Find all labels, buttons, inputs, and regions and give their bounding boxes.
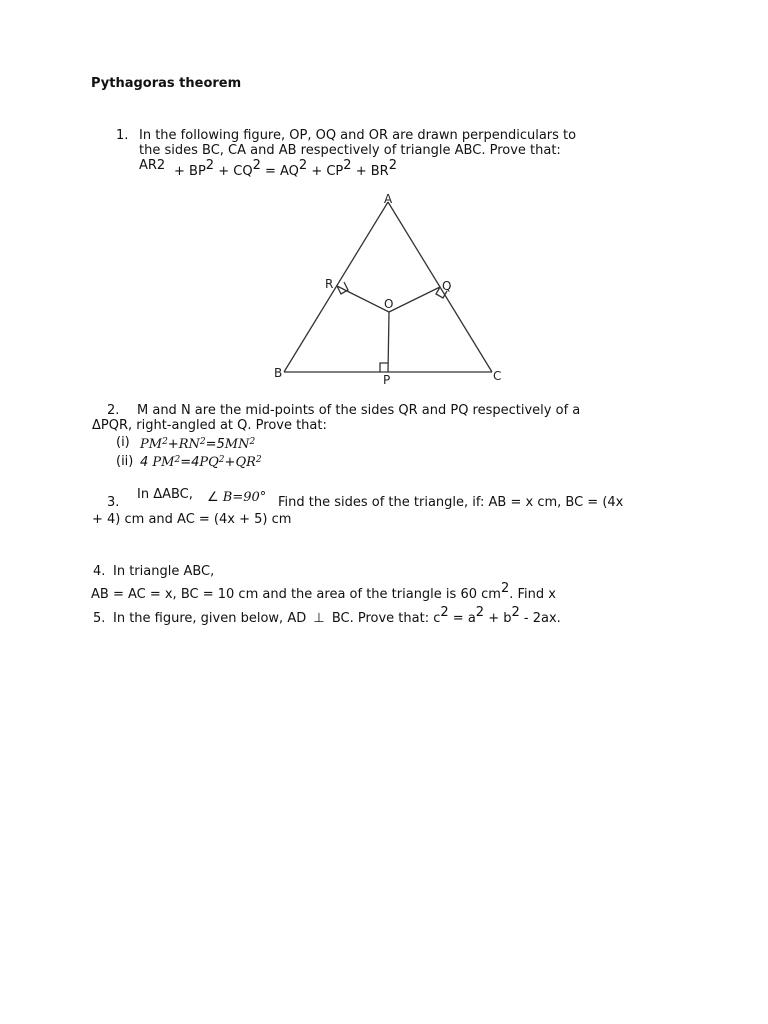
exponent: 2: [475, 605, 485, 620]
question-intro: In ΔABC,: [137, 487, 193, 502]
exponent: 2: [343, 158, 352, 173]
equation-term: = a: [452, 611, 476, 626]
equation-term: B=90: [222, 490, 260, 505]
degree-symbol: °: [259, 490, 267, 505]
exponent: 2: [252, 158, 261, 173]
question-text-line: ΔPQR, right-angled at Q. Prove that:: [92, 418, 327, 433]
exponent: 2: [500, 581, 510, 596]
question-text: AB = AC = x, BC = 10 cm and the area of the triangle is 60 cm: [91, 587, 501, 602]
question-text: BC. Prove that: c: [331, 611, 441, 626]
segment-oq: [389, 287, 440, 312]
equation-ar2: AR2: [139, 158, 166, 173]
label-c: C: [493, 369, 502, 383]
exponent: 2: [174, 455, 181, 465]
question-number: 5.: [93, 611, 106, 626]
question-number: 2.: [107, 403, 120, 418]
question-text-line: [91, 581, 556, 602]
equation-term: + CQ: [218, 164, 253, 179]
question-text-line: M and N are the mid-points of the sides QR and PQ respectively of a: [137, 403, 581, 418]
question-text-line: the sides BC, CA and AB respectively of triangle ABC. Prove that:: [139, 143, 561, 158]
exponent: 2: [298, 158, 308, 173]
equation-i: [140, 437, 255, 452]
part-label: (ii): [116, 454, 134, 469]
equation-term: 4: [140, 455, 149, 470]
label-a: A: [384, 192, 393, 206]
label-b: B: [274, 366, 283, 380]
question-number: 3.: [107, 495, 120, 510]
exponent: 2: [205, 158, 215, 173]
question-number: 1.: [116, 128, 129, 143]
exponent: 2: [162, 437, 168, 447]
exponent: 2: [255, 455, 262, 465]
question-number: 4.: [93, 564, 106, 579]
question-text-line: [113, 605, 561, 626]
question-text-line: In triangle ABC,: [113, 564, 215, 579]
part-label: (i): [116, 435, 130, 450]
question-text-line: + 4) cm and AC = (4x + 5) cm: [92, 512, 292, 527]
equation: [174, 158, 397, 179]
perpendicular-symbol: ⊥: [313, 611, 325, 626]
angle-expression: [207, 490, 266, 505]
equation-term: + BP: [174, 164, 206, 179]
angle-symbol: ∠: [207, 490, 219, 505]
right-angle-p: [380, 363, 388, 372]
question-text-line: Find the sides of the triangle, if: AB = x cm, BC = (4x: [278, 495, 624, 510]
exponent: 2: [440, 605, 449, 620]
question-text-line: In the following figure, OP, OQ and OR are drawn perpendiculars to: [139, 128, 577, 143]
question-text: In the figure, given below, AD: [113, 611, 307, 626]
equation-term: PM: [152, 455, 175, 470]
equation-term: +: [167, 437, 179, 452]
exponent: 2: [218, 455, 225, 465]
triangle-figure: [270, 190, 510, 390]
label-p: P: [383, 373, 391, 387]
label-q: Q: [442, 279, 452, 293]
segment-or: [337, 286, 389, 312]
side-ab: [284, 202, 388, 372]
label-o: O: [384, 297, 394, 311]
label-r: R: [325, 277, 334, 291]
equation-ii: [140, 455, 262, 470]
equation-term: QR: [235, 455, 256, 470]
exponent: 2: [511, 605, 520, 620]
equation-term: + CP: [311, 164, 344, 179]
question-text: . Find x: [509, 587, 556, 602]
equation-term: PM: [140, 437, 163, 452]
equation-term: +: [224, 455, 236, 470]
segment-op: [388, 312, 389, 372]
equation-term: MN: [224, 437, 250, 452]
page-title: Pythagoras theorem: [91, 76, 242, 91]
exponent: 2: [199, 437, 206, 447]
exponent: 2: [388, 158, 397, 173]
equation-term: = AQ: [264, 164, 299, 179]
exponent: 2: [249, 437, 256, 447]
equation-term: =4: [180, 455, 200, 470]
equation-term: PQ: [199, 455, 219, 470]
equation-term: + BR: [355, 164, 389, 179]
equation-term: =5: [205, 437, 225, 452]
equation-term: RN: [178, 437, 200, 452]
equation-term: - 2ax.: [523, 611, 561, 626]
equation-term: + b: [488, 611, 512, 626]
